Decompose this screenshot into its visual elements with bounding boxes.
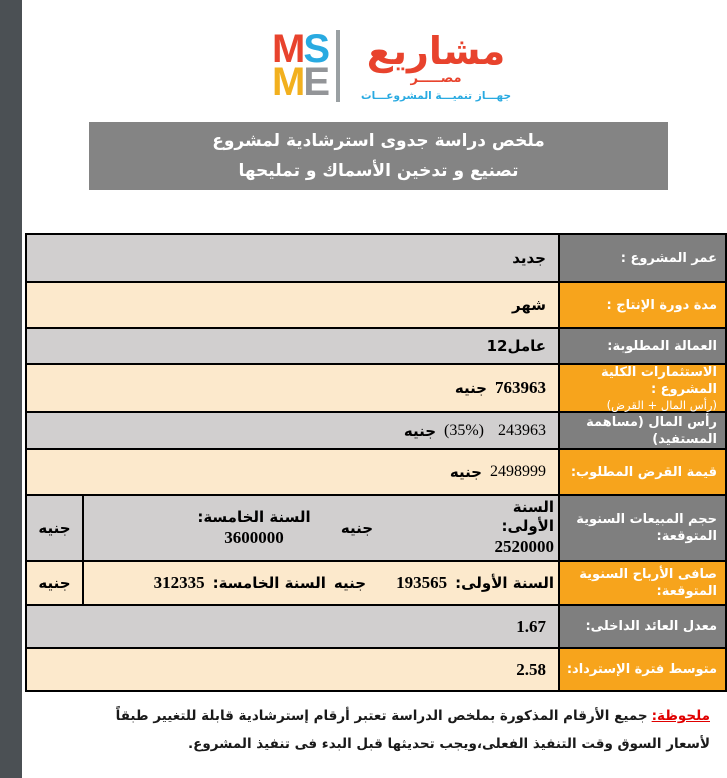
- note-text: جميع الأرقام المذكورة بملخص الدراسة تعتبر أرقام إسترشادية قابلة للتغيير طبقاً لأسعار السوق وقت التنفيذ الفعلى،ويجب تحديثها قبل البدء فى تنفيذ المشروع.: [115, 708, 710, 752]
- row-label: [558, 365, 725, 411]
- report-title-line2: تصنيع و تدخين الأسماك و تمليحها: [238, 161, 519, 181]
- value-text: 12عامل: [486, 337, 546, 355]
- feasibility-summary-table: [25, 233, 727, 692]
- year1-value: 2520000: [494, 537, 554, 556]
- label-text: رأس المال (مساهمة المستفيد): [586, 414, 717, 447]
- label-subtext: (رأس المال + القرض): [606, 397, 717, 412]
- amount-text: 763963: [495, 378, 546, 397]
- logo-letter-m1: M: [272, 27, 304, 71]
- year5-label: السنة الخامسة:: [212, 574, 326, 592]
- logo-brand-sub: مصـــــر: [410, 70, 462, 86]
- label-text: عمر المشروع :: [620, 250, 717, 266]
- left-dark-bar: [0, 0, 22, 778]
- logo-divider: [336, 30, 340, 102]
- logo-letter-e: E: [303, 60, 329, 104]
- amount-text: 2498999: [490, 463, 546, 480]
- report-title-box: [89, 122, 668, 190]
- year5-block: [84, 508, 314, 549]
- row-value: [27, 329, 558, 363]
- note-label: ملحوظة:: [651, 708, 710, 724]
- label-text: صافى الأرباح السنوية المتوقعة:: [579, 567, 717, 599]
- row-value: [27, 562, 558, 604]
- year1-label: السنة الأولى:: [501, 498, 554, 535]
- logo-tagline: جهـــاز تنميـــة المشروعـــات: [361, 89, 512, 102]
- msme-letters: [272, 27, 329, 104]
- row-label: [558, 562, 725, 604]
- report-title-line1: ملخص دراسة جدوى استرشادية لمشروع: [212, 131, 545, 151]
- logo-letter-s: S: [303, 27, 329, 71]
- label-text: العمالة المطلوبة:: [607, 338, 717, 354]
- table-row-payback-period: [27, 647, 725, 690]
- row-value: [27, 606, 558, 647]
- row-label: [558, 235, 725, 281]
- row-label: [558, 649, 725, 690]
- percent-text: (35%): [444, 421, 484, 439]
- row-value: [27, 235, 558, 281]
- year5-value: 312335: [153, 573, 205, 592]
- label-text: معدل العائد الداخلى:: [585, 619, 717, 634]
- row-label: [558, 606, 725, 647]
- currency-unit-cell: جنيه: [27, 562, 84, 604]
- currency-unit: جنيه: [403, 421, 437, 440]
- currency-unit: جنيه: [449, 463, 482, 481]
- currency-unit-cell: جنيه: [27, 496, 84, 560]
- row-label: [558, 450, 725, 494]
- table-row-total-investment: [27, 363, 725, 411]
- currency-unit: جنيه: [454, 379, 487, 397]
- row-value: [27, 283, 558, 327]
- value-text: 2.58: [516, 659, 546, 679]
- value-text: شهر: [512, 296, 546, 314]
- table-row-project-age: [27, 235, 725, 281]
- row-value: [27, 413, 558, 448]
- table-row-loan-value: [27, 448, 725, 494]
- amount-text: 243963: [498, 421, 546, 439]
- value-text: جديد: [512, 249, 546, 267]
- currency-unit: جنيه: [333, 574, 367, 592]
- year5-value: 3600000: [224, 527, 284, 547]
- value-text: 1.67: [516, 616, 546, 636]
- logo-brand-name: مشاريع: [366, 28, 506, 73]
- label-text: قيمة القرض المطلوب:: [570, 464, 717, 480]
- row-label: [558, 496, 725, 560]
- label-text: مدة دورة الإنتاج :: [606, 297, 717, 313]
- label-text: الاستثمارات الكلية المشروع :: [600, 364, 717, 397]
- year1-value: 193565: [396, 573, 448, 592]
- row-label: [558, 329, 725, 363]
- table-row-annual-profit: [27, 560, 725, 604]
- label-text: متوسط فترة الإسترداد:: [566, 662, 717, 677]
- row-value: [27, 649, 558, 690]
- row-label: [558, 283, 725, 327]
- row-label: [558, 413, 725, 448]
- row-value: [27, 450, 558, 494]
- label-text: حجم المبيعات السنوية المتوقعة:: [576, 512, 717, 544]
- currency-unit: جنيه: [340, 519, 374, 537]
- footer-note: [110, 702, 710, 758]
- table-row-capital: [27, 411, 725, 448]
- row-value: [27, 496, 558, 560]
- year1-block: [492, 498, 554, 558]
- table-row-internal-rate: [27, 604, 725, 647]
- table-row-annual-sales: [27, 494, 725, 560]
- logo-brand-text: [350, 28, 522, 102]
- msme-logo: [272, 27, 522, 104]
- year5-label: السنة الخامسة:: [197, 507, 311, 526]
- table-row-production-cycle: [27, 281, 725, 327]
- logo-letter-m2: M: [272, 60, 304, 104]
- year1-label: السنة الأولى:: [455, 574, 554, 592]
- row-value: [27, 365, 558, 411]
- table-row-required-labor: [27, 327, 725, 363]
